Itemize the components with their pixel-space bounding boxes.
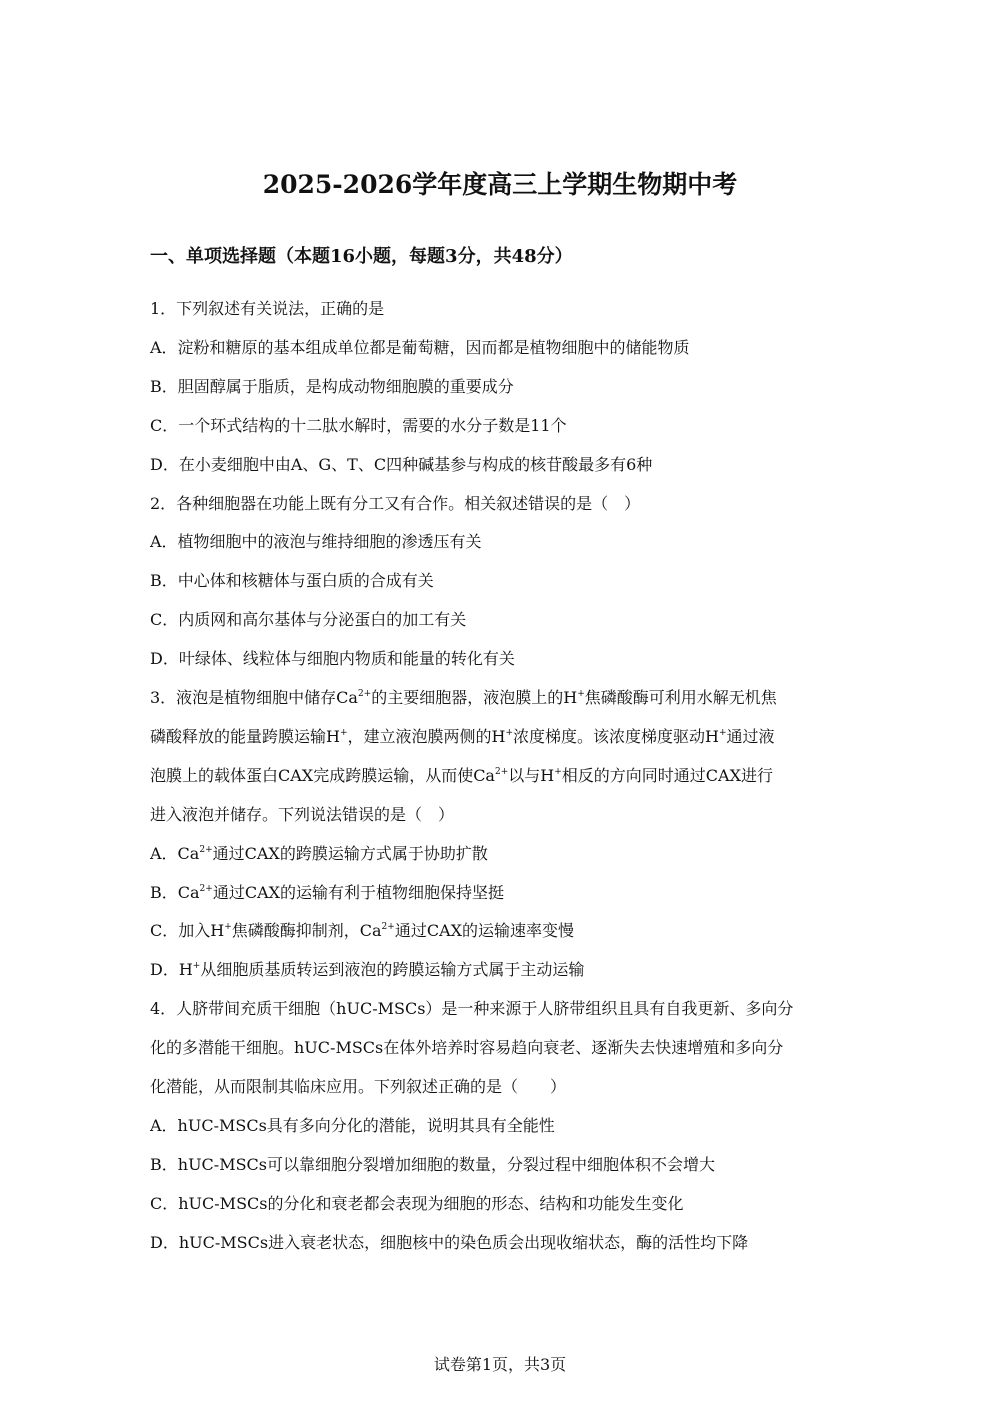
- question-1-option: [150, 368, 870, 406]
- text-segment: 1．下列叙述有关说法，正确的是: [150, 299, 385, 318]
- question-3-stem-line: [150, 718, 870, 756]
- text-segment: B．胆固醇属于脂质，是构成动物细胞膜的重要成分: [150, 376, 514, 396]
- text-segment: 化潜能，从而限制其临床应用。下列叙述正确的是（ ）: [150, 1077, 567, 1096]
- text-segment: D．在小麦细胞中由A、G、T、C四种碱基参与构成的核苷酸最多有6种: [150, 454, 653, 474]
- superscript: 2+: [199, 844, 213, 855]
- superscript: 2+: [381, 922, 395, 933]
- text-segment: C．hUC-MSCs的分化和衰老都会表现为细胞的形态、结构和功能发生变化: [150, 1193, 684, 1213]
- superscript: +: [719, 727, 727, 738]
- text-segment: 3．液泡是植物细胞中储存Ca: [150, 688, 358, 707]
- superscript: +: [192, 961, 201, 972]
- text-segment: A．淀粉和糖原的基本组成单位都是葡萄糖，因而都是植物细胞中的储能物质: [150, 337, 690, 357]
- text-segment: B．Ca: [150, 882, 200, 902]
- question-4-stem-line: [150, 1068, 870, 1106]
- question-1-stem-line: [150, 290, 870, 328]
- question-2-option: [150, 640, 870, 678]
- question-3-option: [150, 874, 870, 912]
- text-segment: 2．各种细胞器在功能上既有分工又有合作。相关叙述错误的是（ ）: [150, 493, 641, 513]
- text-segment: C．内质网和高尔基体与分泌蛋白的加工有关: [150, 610, 467, 630]
- text-segment: D．hUC-MSCs进入衰老状态，细胞核中的染色质会出现收缩状态，酶的活性均下降: [150, 1232, 749, 1252]
- text-segment: 通过CAX的运输有利于植物细胞保持坚挺: [212, 882, 505, 902]
- text-segment: 化的多潜能干细胞。hUC-MSCs在体外培养时容易趋向衰老、逐渐失去快速增殖和多向分: [150, 1038, 784, 1058]
- text-segment: 4．人脐带间充质干细胞（hUC-MSCs）是一种来源于人脐带组织且具有自我更新、多向分: [150, 999, 794, 1019]
- question-3-stem-line: [150, 796, 870, 834]
- text-segment: 通过液: [726, 726, 775, 746]
- text-segment: 进入液泡并储存。下列说法错误的是（ ）: [150, 804, 455, 824]
- section-heading: 一、单项选择题（本题16小题，每题3分，共48分）: [150, 246, 573, 267]
- text-segment: A．Ca: [150, 843, 200, 863]
- question-2-option: [150, 562, 870, 600]
- text-segment: 泡膜上的载体蛋白CAX完成跨膜运输，从而使Ca: [150, 765, 495, 785]
- page-footer: 试卷第1页，共3页: [433, 1355, 567, 1374]
- text-segment: 通过CAX的跨膜运输方式属于协助扩散: [212, 843, 488, 863]
- superscript: 2+: [357, 689, 372, 699]
- text-segment: A．植物细胞中的液泡与维持细胞的渗透压有关: [150, 532, 482, 552]
- question-4-stem-line: [150, 990, 870, 1028]
- superscript: +: [339, 727, 348, 738]
- text-segment: B．中心体和核糖体与蛋白质的合成有关: [150, 571, 434, 591]
- text-segment: D．H: [150, 960, 193, 980]
- superscript: +: [554, 766, 562, 777]
- text-segment: 焦磷酸酶抑制剂，Ca: [231, 921, 382, 941]
- question-3-stem-line: [150, 679, 870, 717]
- question-2-option: [150, 523, 870, 561]
- text-segment: D．叶绿体、线粒体与细胞内物质和能量的转化有关: [150, 649, 515, 669]
- text-segment: A．hUC-MSCs具有多向分化的潜能，说明其具有全能性: [150, 1115, 555, 1135]
- question-2-option: [150, 601, 870, 639]
- question-1-option: [150, 329, 870, 367]
- page-title: 2025-2026学年度高三上学期生物期中考: [262, 170, 738, 199]
- text-segment: 以与H: [508, 765, 555, 785]
- question-3-option: [150, 912, 870, 950]
- question-4-option: [150, 1107, 870, 1145]
- text-segment: 通过CAX的运输速率变慢: [394, 921, 575, 941]
- question-3-option: [150, 951, 870, 989]
- text-segment: ，建立液泡膜两侧的H: [347, 726, 506, 746]
- question-4-option: [150, 1224, 870, 1262]
- text-segment: 相反的方向同时通过CAX进行: [561, 765, 773, 785]
- question-4-stem-line: [150, 1029, 870, 1067]
- text-segment: C．一个环式结构的十二肽水解时，需要的水分子数是11个: [150, 415, 567, 435]
- question-4-option: [150, 1185, 870, 1223]
- question-4-option: [150, 1146, 870, 1184]
- question-1-option: [150, 407, 870, 445]
- text-segment: 焦磷酸酶可利用水解无机焦: [584, 688, 777, 707]
- text-segment: 磷酸释放的能量跨膜运输H: [150, 726, 340, 746]
- text-segment: C．加入H: [150, 921, 225, 941]
- superscript: +: [224, 922, 232, 933]
- text-segment: 浓度梯度。该浓度梯度驱动H: [513, 726, 719, 746]
- superscript: +: [505, 727, 514, 738]
- text-segment: B．hUC-MSCs可以靠细胞分裂增加细胞的数量，分裂过程中细胞体积不会增大: [150, 1154, 715, 1174]
- question-3-stem-line: [150, 757, 870, 795]
- superscript: 2+: [199, 883, 213, 894]
- text-segment: 的主要细胞器，液泡膜上的H: [371, 688, 578, 707]
- text-segment: 从细胞质基质转运到液泡的跨膜运输方式属于主动运输: [200, 960, 585, 980]
- question-2-stem-line: [150, 485, 870, 523]
- superscript: 2+: [494, 766, 509, 777]
- superscript: +: [577, 689, 585, 699]
- question-1-option: [150, 446, 870, 484]
- question-3-option: [150, 835, 870, 873]
